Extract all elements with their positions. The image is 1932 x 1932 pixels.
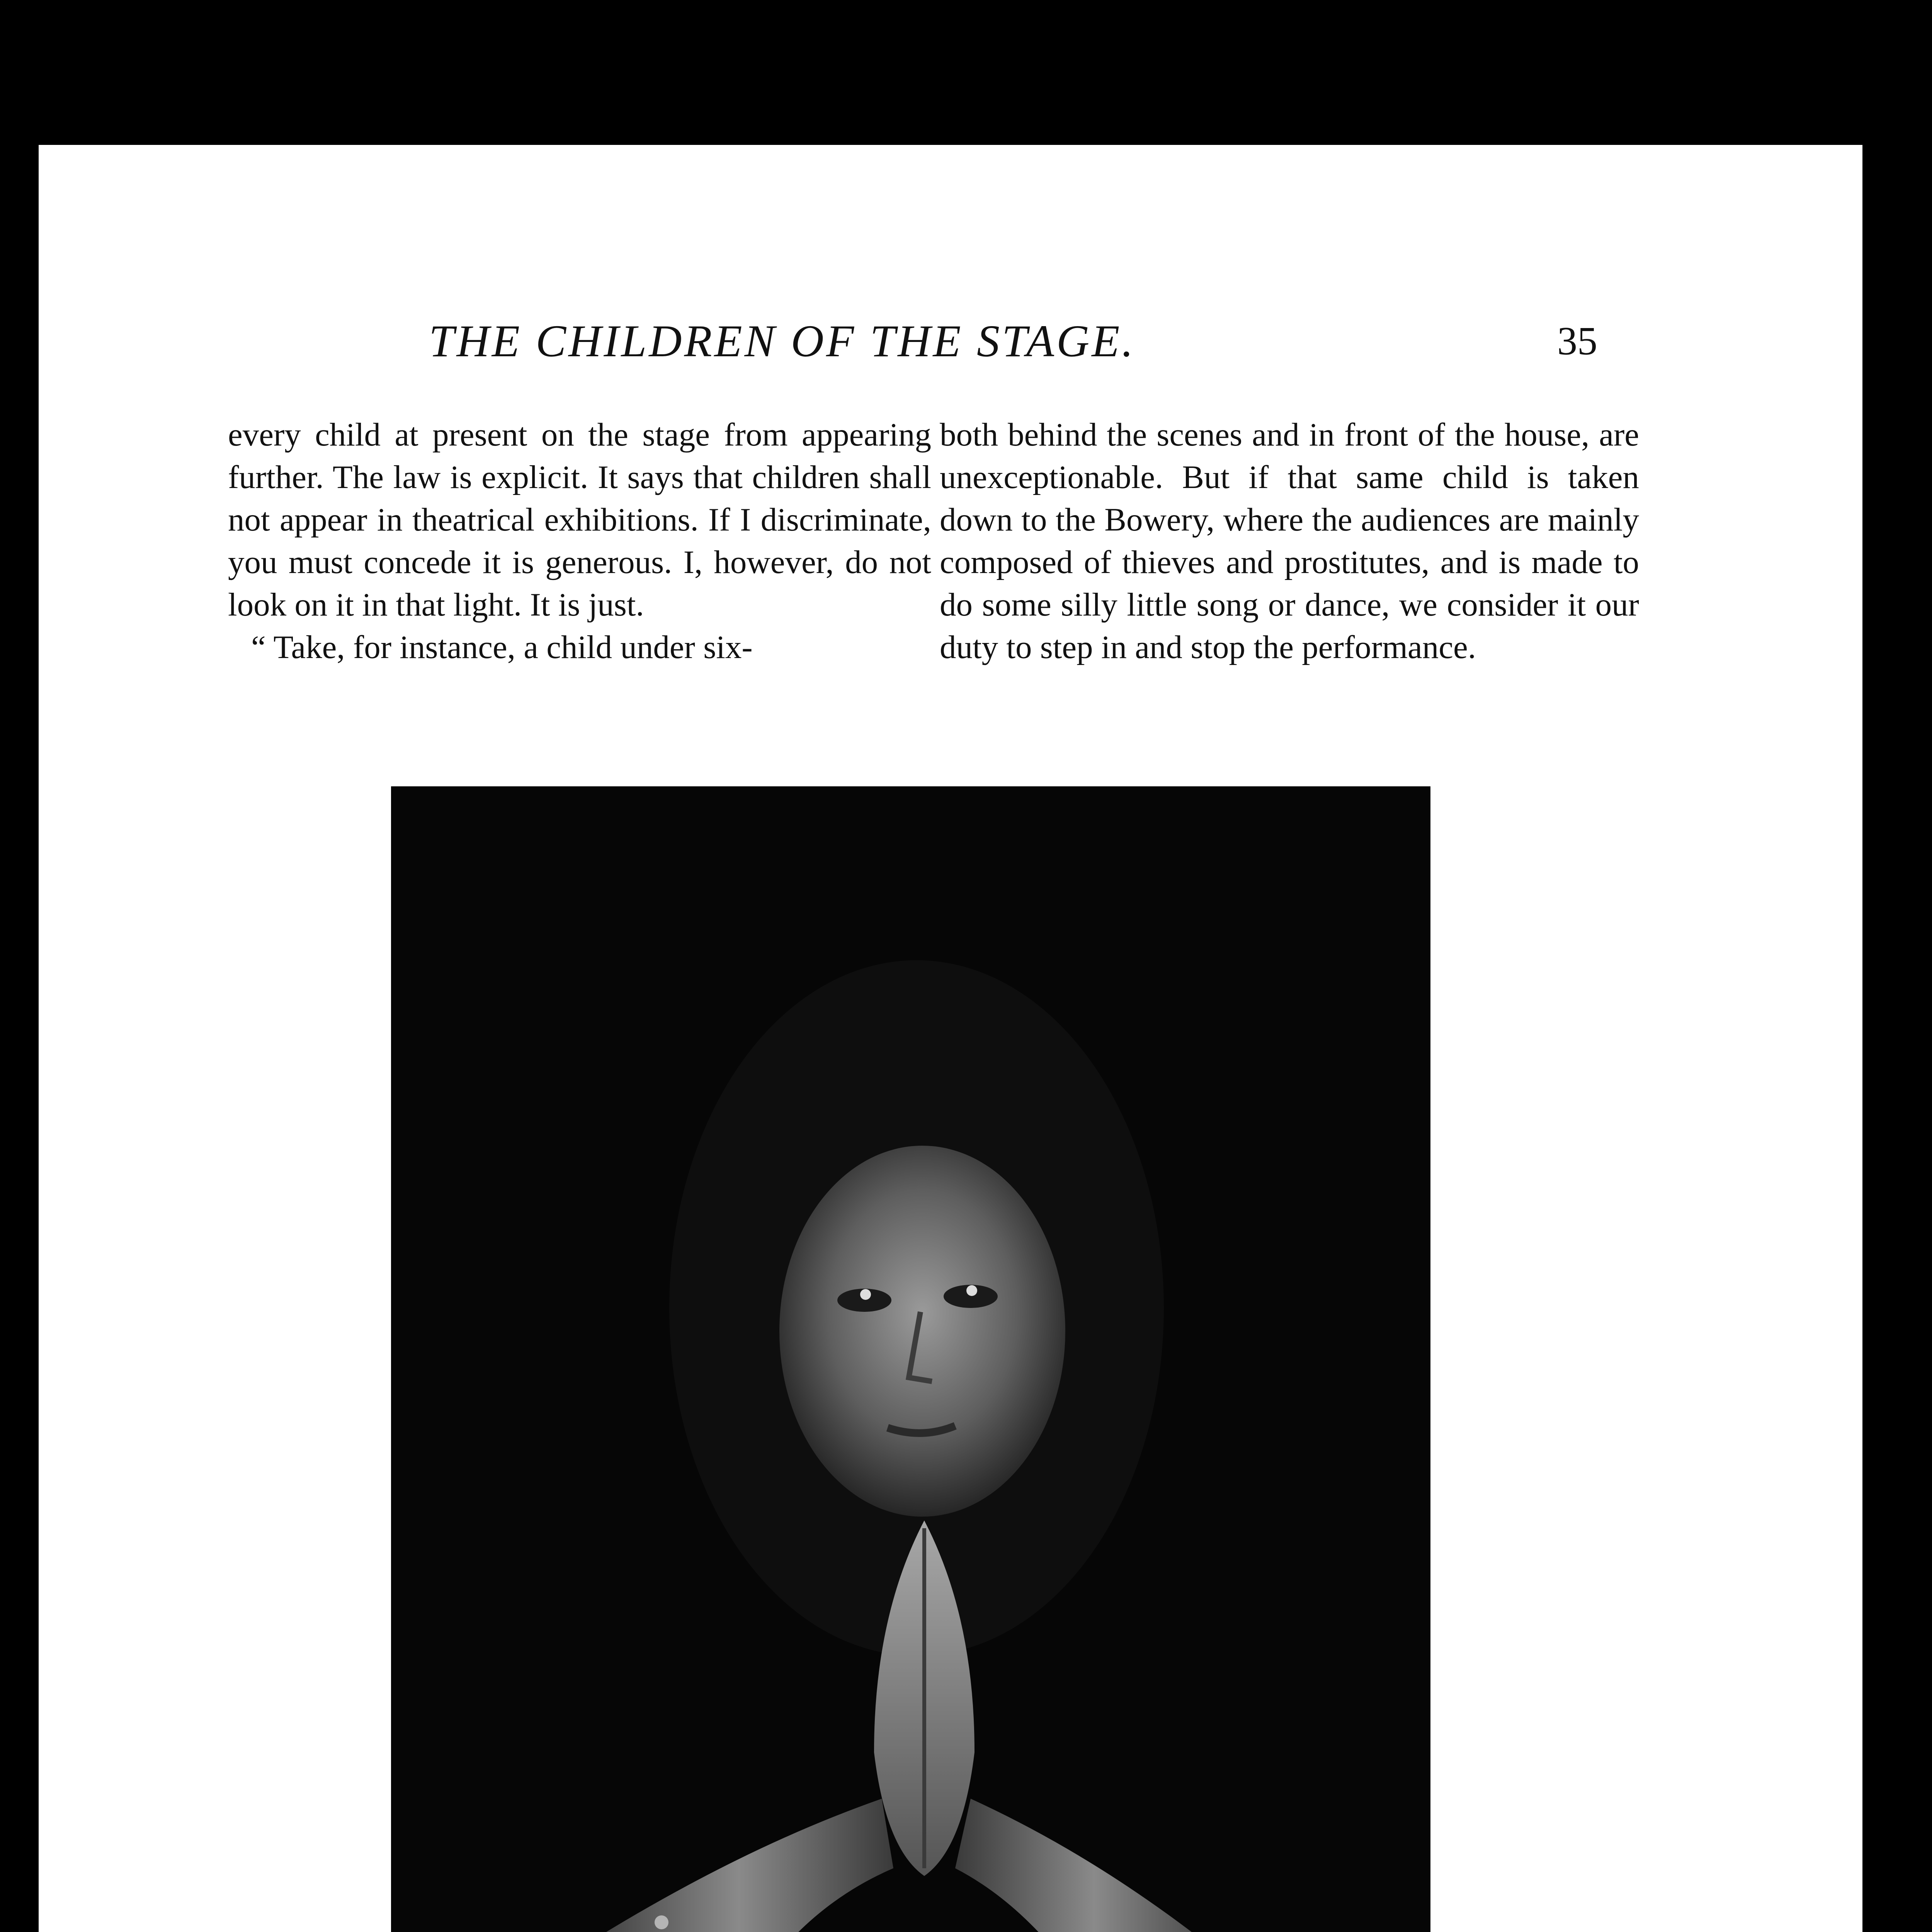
paragraph: both behind the scenes and in front of the house, are unexceptionable. But if that same child is taken down to the Bowery, where the audiences are mainly composed of thieves and prostitutes, and is made to do some silly little song or dance, we consider it our duty to step in and stop the performance. — [940, 417, 1639, 665]
page-header — [39, 315, 1862, 377]
text-column-top-left — [228, 413, 931, 668]
running-title: THE CHILDREN OF THE STAGE. — [429, 316, 1136, 366]
paragraph: “ Take, for instance, a child under six- — [251, 629, 753, 665]
magazine-page — [39, 145, 1862, 1932]
paragraph: every child at present on the stage from appearing further. The law is explicit. It says that children shall not appear in theatrical exhibitions. If I discriminate, you must concede it is generous. I, however, do not look on it in that light. It is just. — [228, 417, 931, 623]
page-number: 35 — [1557, 319, 1597, 363]
portrait-illustration — [391, 786, 1430, 1932]
text-column-top-right — [940, 413, 1639, 668]
portrait-photo — [391, 786, 1430, 1932]
